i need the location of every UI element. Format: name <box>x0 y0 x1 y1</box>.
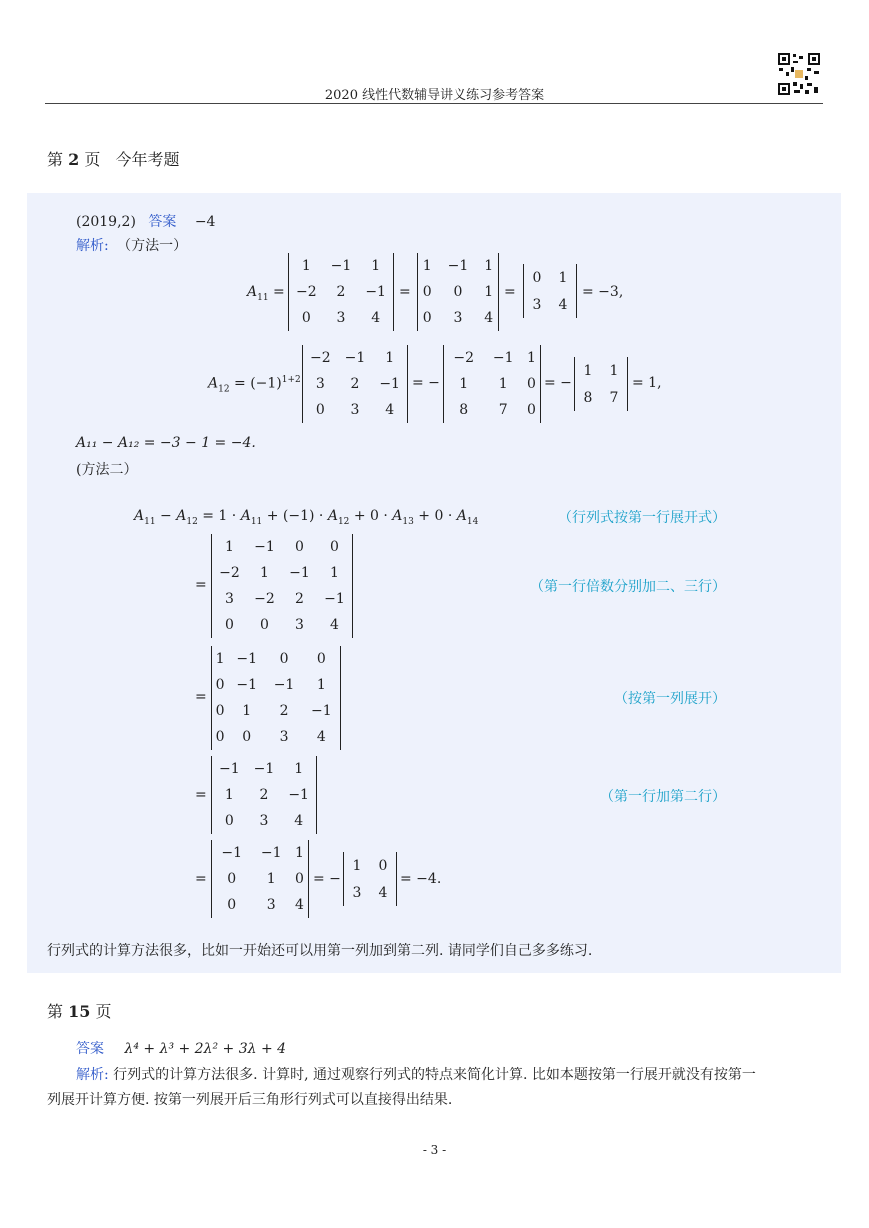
analysis-line <box>76 235 187 255</box>
analysis2-line2: 列展开计算方便. 按第一列展开后三角形行列式可以直接得出结果. <box>47 1092 453 1108</box>
det-4x4-b: 1 −1 0 0 0 −1 −1 1 0 1 2 −1 0 0 3 4 <box>211 646 341 750</box>
analysis2-label: 解析: <box>76 1067 109 1083</box>
equals-minus: = − <box>412 375 440 391</box>
a11-result: = −3, <box>582 284 624 300</box>
equals-sign: = <box>504 284 516 300</box>
source-line <box>76 211 215 231</box>
answer2-line <box>76 1038 286 1058</box>
section-title <box>47 147 179 170</box>
det-a12-step1: −2 −1 1 1 1 0 8 7 0 <box>443 345 541 423</box>
section-page-number: 15 <box>68 1002 91 1021</box>
equals-sign: = <box>399 284 411 300</box>
a11-lhs: $A_{11}$ = <box>247 284 285 303</box>
running-header: 2020 线性代数辅导讲义练习参考答案 <box>324 88 545 103</box>
expansion-line: $A_{11} - A_{12} = 1 \cdot A_{11} + (-1) \cdot A_{12} + 0 \cdot A_{13} + 0 \cdot A_{14}$ <box>134 508 479 527</box>
analysis2-text1: 行列式的计算方法很多. 计算时, 通过观察行列式的特点来简化计算. 比如本题按第一行展开就没有按第一 <box>113 1067 756 1083</box>
det-3x3-d: −1 −1 1 0 1 0 0 3 4 <box>211 840 309 918</box>
section-prefix: 第 <box>47 150 64 169</box>
final-result: = −4. <box>400 871 442 887</box>
note-expand-first-row: （行列式按第一行展开式） <box>558 510 726 526</box>
det-a11: 1 −1 1 −2 2 −1 0 3 4 <box>288 253 394 331</box>
a12-result: = 1, <box>632 375 662 391</box>
equals-minus: = − <box>544 375 572 391</box>
method-two-label: (方法二） <box>76 462 138 478</box>
answer-value: −4 <box>194 214 216 230</box>
closing-remark: 行列式的计算方法很多，比如一开始还可以用第一列加到第二列. 请同学们自己多多练习. <box>47 943 593 959</box>
note-row-multiples: （第一行倍数分别加二、三行） <box>530 579 726 595</box>
section-topic: 今年考题 <box>115 150 180 169</box>
equals-sign: = <box>195 689 207 705</box>
section-title-2 <box>47 999 111 1022</box>
analysis2-line1 <box>76 1064 756 1084</box>
equals-sign: = <box>195 871 207 887</box>
note-add-row: （第一行加第二行） <box>600 789 726 805</box>
note-expand-first-column: （按第一列展开） <box>614 691 726 707</box>
det-a12-step2: 1 1 8 7 <box>574 357 628 411</box>
header-rule <box>45 103 823 104</box>
equals-sign: = <box>195 787 207 803</box>
equals-sign: = <box>195 577 207 593</box>
section-prefix: 第 <box>47 1002 64 1021</box>
det-a12: −2 −1 1 3 2 −1 0 3 4 <box>302 345 408 423</box>
equals-minus: = − <box>313 871 341 887</box>
section-suffix: 页 <box>95 1002 112 1021</box>
answer2-label: 答案 <box>76 1041 104 1057</box>
difference-line: A₁₁ − A₁₂ = −3 − 1 = −4. <box>76 435 256 451</box>
page-number: - 3 - <box>422 1143 447 1157</box>
answer2-value: λ⁴ + λ³ + 2λ² + 3λ + 4 <box>124 1041 287 1057</box>
det-4x4-a: 1 −1 0 0 −2 1 −1 1 3 −2 2 −1 0 0 3 4 <box>211 534 353 638</box>
section-page-number: 2 <box>68 150 80 169</box>
det-3x3-c: −1 −1 1 1 2 −1 0 3 4 <box>211 756 317 834</box>
answer-label: 答案 <box>148 214 177 230</box>
method-one-label: （方法一） <box>117 238 188 254</box>
det-2x2-e: 1 0 3 4 <box>343 852 397 906</box>
section-suffix: 页 <box>84 150 101 169</box>
a12-lhs: $A_{12} = (-1)^{1+2}$ <box>208 375 301 395</box>
det-a11-step2: 0 1 3 4 <box>523 264 577 318</box>
question-source: (2019,2) <box>76 214 136 230</box>
qr-code-icon <box>777 52 821 96</box>
det-a11-step1: 1 −1 1 0 0 1 0 3 4 <box>417 253 499 331</box>
analysis-label: 解析: <box>76 238 109 254</box>
